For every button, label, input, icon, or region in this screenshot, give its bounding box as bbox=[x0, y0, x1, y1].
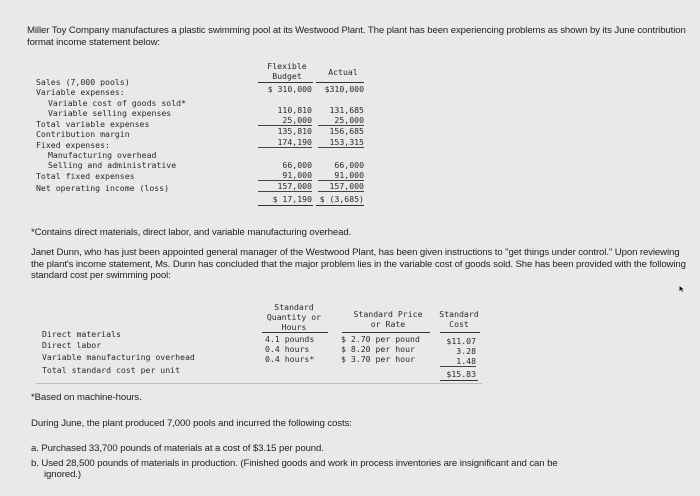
flex-variable-cogs: 110,810 bbox=[277, 105, 312, 115]
double-rule-flex bbox=[258, 205, 313, 206]
item-b: b. Used 28,500 pounds of materials in production. (Finished goods and work in process inventories are insignificant and can be bbox=[31, 458, 558, 469]
actual-manufacturing-overhead: 66,000 bbox=[334, 160, 364, 170]
item-a: a. Purchased 33,700 pounds of materials at a cost of $3.15 per pound. bbox=[31, 443, 324, 454]
std-cost-variable-overhead: 1.48 bbox=[440, 356, 476, 367]
std-cost-total: $15.83 bbox=[446, 369, 476, 379]
std-cost-header-line2: Cost bbox=[449, 319, 469, 329]
std-row-label-direct-materials: Direct materials bbox=[42, 329, 121, 339]
flex-selling-admin: 91,000 bbox=[258, 170, 312, 181]
std-qty-direct-materials: 4.1 pounds bbox=[265, 334, 315, 344]
footnote-machine-hours: *Based on machine-hours. bbox=[31, 392, 142, 403]
row-label-total-variable: Total variable expenses bbox=[36, 119, 150, 129]
mouse-cursor-icon bbox=[678, 285, 686, 293]
actual-net-operating-income: $ (3,685) bbox=[319, 194, 364, 204]
std-cost-direct-materials: $11.07 bbox=[446, 336, 476, 346]
flexible-budget-header-line2: Budget bbox=[272, 71, 302, 81]
row-label-net-operating-income: Net operating income (loss) bbox=[36, 183, 170, 193]
actual-selling-admin: 91,000 bbox=[318, 170, 364, 181]
std-header-rule-cost bbox=[440, 332, 480, 333]
std-table-bottom-rule bbox=[36, 383, 482, 384]
std-header-rule-price bbox=[342, 332, 430, 333]
row-label-selling-admin: Selling and administrative bbox=[48, 160, 177, 170]
std-price-header-line1: Standard Price bbox=[353, 309, 423, 319]
std-cost-header-line1: Standard bbox=[439, 309, 479, 319]
std-qty-header-line2: Quantity or bbox=[266, 312, 322, 322]
actual-variable-selling: 25,000 bbox=[318, 115, 364, 126]
row-label-total-fixed: Total fixed expenses bbox=[36, 171, 135, 181]
std-row-label-direct-labor: Direct labor bbox=[42, 340, 102, 350]
std-header-rule-qty bbox=[262, 332, 328, 333]
actual-contribution-margin: 153,315 bbox=[318, 137, 364, 148]
row-label-variable-cogs: Variable cost of goods sold* bbox=[48, 98, 187, 108]
std-qty-direct-labor: 0.4 hours bbox=[265, 344, 310, 354]
actual-sales: $310,000 bbox=[324, 84, 364, 94]
double-rule-actual bbox=[316, 205, 364, 206]
actual-total-fixed: 157,000 bbox=[318, 181, 364, 192]
footnote-contains: *Contains direct materials, direct labor, and variable manufacturing overhead. bbox=[31, 227, 352, 238]
header-rule-actual bbox=[316, 82, 364, 83]
std-price-direct-materials: $ 2.70 per pound bbox=[341, 334, 420, 344]
actual-variable-cogs: 131,685 bbox=[329, 105, 364, 115]
flex-manufacturing-overhead: 66,000 bbox=[282, 160, 312, 170]
std-price-direct-labor: $ 8.20 per hour bbox=[341, 344, 415, 354]
paragraph-june-production: During June, the plant produced 7,000 pools and incurred the following costs: bbox=[31, 418, 352, 429]
actual-header: Actual bbox=[328, 67, 358, 77]
std-price-variable-overhead: $ 3.70 per hour bbox=[341, 354, 415, 364]
row-label-contribution-margin: Contribution margin bbox=[36, 129, 130, 139]
row-label-variable-expenses: Variable expenses: bbox=[36, 87, 125, 97]
std-total-double-rule bbox=[440, 380, 478, 381]
std-row-label-variable-overhead: Variable manufacturing overhead bbox=[42, 352, 195, 362]
header-rule-flex bbox=[258, 82, 313, 83]
flex-variable-selling: 25,000 bbox=[258, 115, 312, 126]
paragraph-janet-dunn: Janet Dunn, who has just been appointed general manager of the Westwood Plant, has been given instructions to "get things under control." Upon reviewing the plant's income statement, Ms. Dunn has concluded that the major problem lies in the variable cost of goods sold. She has been provided with the following standard cost per swimming pool: bbox=[31, 247, 686, 281]
std-price-header-line2: or Rate bbox=[370, 319, 406, 329]
flex-net-operating-income: $ 17,190 bbox=[272, 194, 312, 204]
row-label-manufacturing-overhead: Manufacturing overhead bbox=[48, 150, 157, 160]
intro-text: Miller Toy Company manufactures a plastic swimming pool at its Westwood Plant. The plant has been experiencing problems as shown by its June contribution format income statement below: bbox=[27, 25, 686, 48]
actual-total-variable: 156,685 bbox=[329, 126, 364, 136]
row-label-variable-selling: Variable selling expenses bbox=[48, 108, 172, 118]
std-qty-header-line3: Hours bbox=[281, 322, 307, 332]
flexible-budget-header-line1: Flexible bbox=[267, 61, 307, 71]
flex-contribution-margin: 174,190 bbox=[258, 137, 312, 148]
item-b-continuation: ignored.) bbox=[44, 469, 81, 480]
std-qty-header-line1: Standard bbox=[274, 302, 314, 312]
std-qty-variable-overhead: 0.4 hours* bbox=[265, 354, 315, 364]
flex-total-fixed: 157,000 bbox=[258, 181, 312, 192]
std-cost-direct-labor: 3.28 bbox=[456, 346, 476, 356]
flex-total-variable: 135,810 bbox=[277, 126, 312, 136]
std-row-label-total: Total standard cost per unit bbox=[42, 365, 181, 375]
row-label-fixed-expenses: Fixed expenses: bbox=[36, 140, 110, 150]
flex-sales: $ 310,000 bbox=[267, 84, 312, 94]
row-label-sales: Sales (7,000 pools) bbox=[36, 77, 130, 87]
